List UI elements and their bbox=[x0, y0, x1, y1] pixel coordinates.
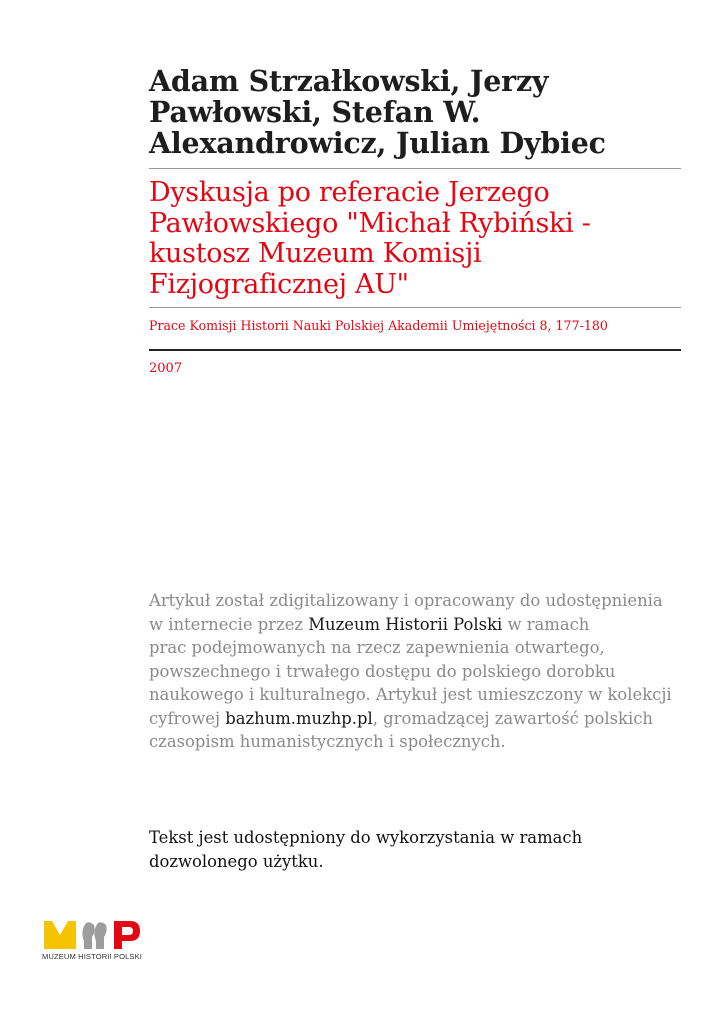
bazhum-link[interactable]: bazhum.muzhp.pl bbox=[225, 708, 373, 728]
digitization-notice bbox=[149, 589, 672, 754]
notice-line bbox=[149, 613, 669, 637]
usage-line: Tekst jest udostępniony do wykorzystania w ramach bbox=[149, 828, 583, 847]
notice-text: w ramach bbox=[502, 614, 590, 634]
museum-logo bbox=[40, 917, 155, 967]
usage-line: dozwolonego użytku. bbox=[149, 851, 324, 871]
divider bbox=[149, 307, 681, 308]
notice-text: , gromadzącej zawartość polskich bbox=[372, 708, 653, 728]
logo-caption: MUZEUM HISTORII POLSKI bbox=[42, 952, 142, 961]
title-line: Fizjograficznej AU" bbox=[149, 268, 409, 300]
title-line: Dyskusja po referacie Jerzego bbox=[149, 177, 550, 208]
authors bbox=[149, 66, 684, 159]
notice-text: w internecie przez bbox=[149, 614, 309, 634]
notice-line: czasopism humanistycznych i społecznych. bbox=[149, 732, 506, 751]
museum-link[interactable]: Muzeum Historii Polski bbox=[308, 614, 503, 634]
publication-year: 2007 bbox=[149, 361, 183, 376]
divider bbox=[149, 349, 681, 351]
notice-line: naukowego i kulturalnego. Artykuł jest umieszczony w kolekcji bbox=[149, 685, 672, 704]
muzeum-historii-polski-logo-icon bbox=[40, 917, 155, 953]
usage-notice bbox=[149, 826, 669, 873]
notice-line: prac podejmowanych na rzecz zapewnienia otwartego, bbox=[149, 638, 605, 657]
title-line: Pawłowskiego "Michał Rybiński - bbox=[149, 207, 591, 239]
authors-line: Pawłowski, Stefan W. bbox=[149, 95, 481, 129]
notice-line: powszechnego i trwałego dostępu do polskiego dorobku bbox=[149, 661, 616, 681]
title-line: kustosz Muzeum Komisji bbox=[149, 238, 482, 269]
authors-line: Adam Strzałkowski, Jerzy bbox=[149, 64, 549, 98]
notice-line: Artykuł został zdigitalizowany i opracowany do udostępnienia bbox=[149, 591, 663, 610]
notice-line bbox=[149, 707, 669, 731]
notice-text: cyfrowej bbox=[149, 708, 226, 728]
source-citation: Prace Komisji Historii Nauki Polskiej Akademii Umiejętności 8, 177-180 bbox=[149, 318, 608, 333]
article-title bbox=[149, 178, 689, 300]
authors-line: Alexandrowicz, Julian Dybiec bbox=[149, 126, 606, 160]
divider bbox=[149, 168, 681, 169]
